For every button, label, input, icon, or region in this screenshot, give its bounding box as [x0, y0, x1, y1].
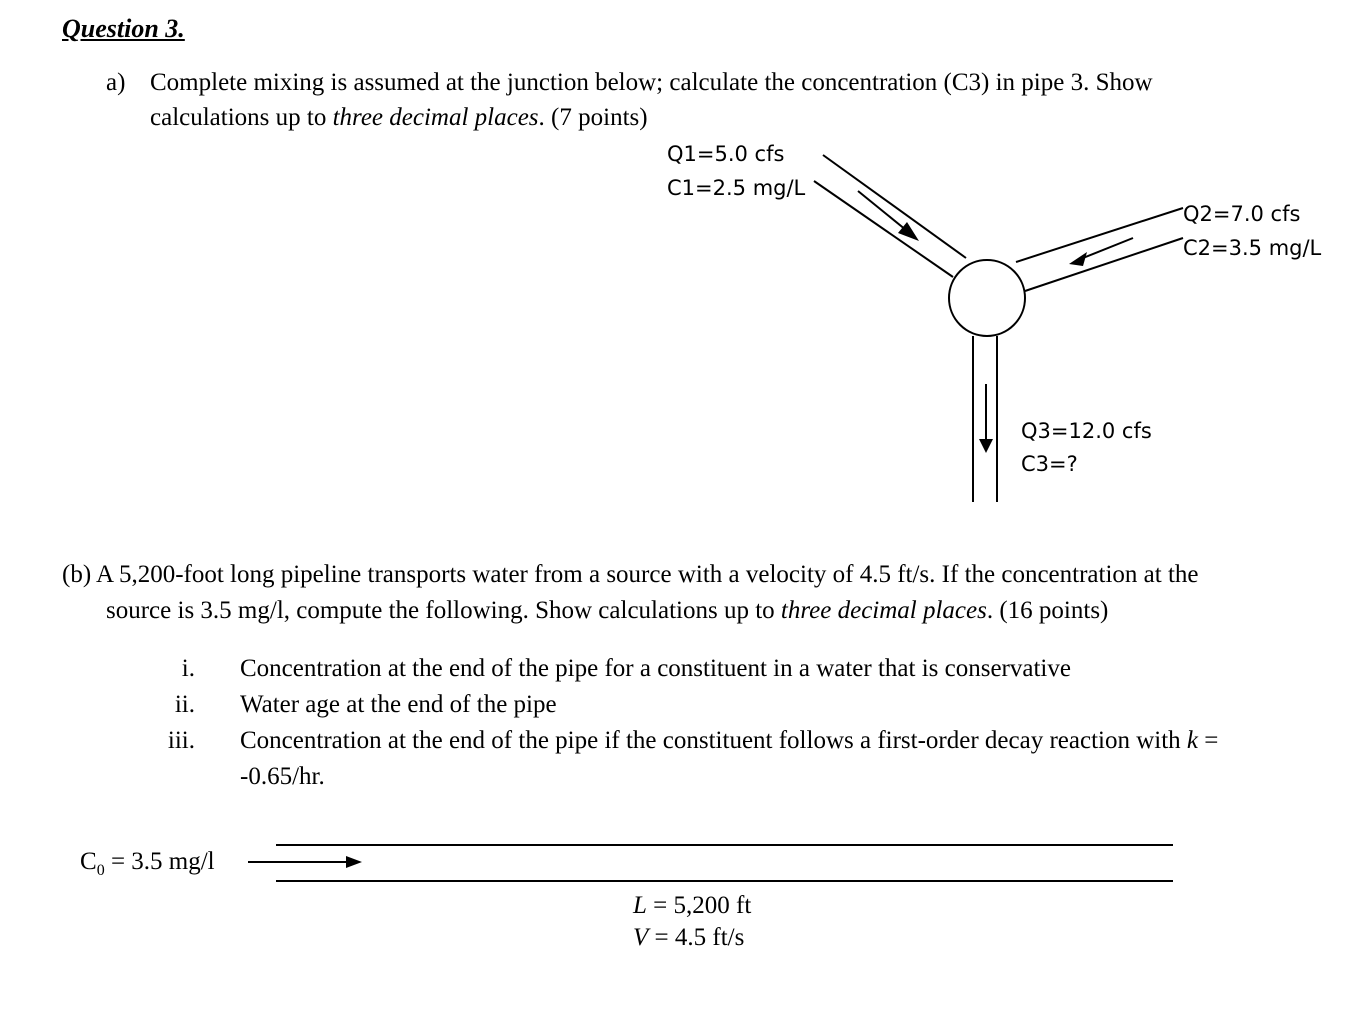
part-a-line-1: Complete mixing is assumed at the junction below; calculate the concentration (C3) in pipe 3. Show	[150, 69, 1153, 96]
pipe-2-conc-label: C2=3.5 mg/L	[1183, 236, 1322, 260]
part-a-line-2-italic: three decimal places	[332, 104, 539, 131]
pipe-1-wall-upper	[823, 155, 966, 258]
item-i-text: Concentration at the end of the pipe for a constituent in a water that is conservative	[240, 655, 1071, 682]
pipe-1-wall-lower	[814, 181, 953, 277]
part-b-line-2	[106, 593, 1108, 628]
item-iii-text-pre: Concentration at the end of the pipe if the constituent follows a first-order decay reaction with	[240, 727, 1187, 754]
pipe-3-flow-label: Q3=12.0 cfs	[1021, 419, 1152, 443]
part-a-line-2-pre: calculations up to	[150, 104, 333, 131]
arrow-3-head	[979, 439, 993, 453]
pipe-1-conc-label: C1=2.5 mg/L	[667, 176, 806, 200]
question-heading: Question 3.	[62, 14, 185, 43]
pipe-length-label	[633, 890, 751, 922]
c0-main: C	[80, 848, 97, 875]
pipeline-arrow-head	[346, 856, 362, 868]
length-value: = 5,200 ft	[646, 892, 752, 919]
item-ii-text: Water age at the end of the pipe	[240, 691, 557, 718]
pipe-2-wall-lower	[1025, 238, 1183, 291]
item-iii-text	[240, 727, 1218, 755]
pipe-2-wall-upper	[1016, 208, 1183, 262]
arrow-2-shaft	[1083, 238, 1133, 258]
part-a-line-2-post: . (7 points)	[538, 104, 648, 131]
velocity-value: = 4.5 ft/s	[648, 924, 745, 951]
part-b-line-1: (b) A 5,200-foot long pipeline transports water from a source with a velocity of 4.5 ft/s. If the concentration at the	[62, 561, 1199, 588]
item-iii-text-continued: -0.65/hr.	[240, 763, 325, 790]
part-b-line-2-pre: source is 3.5 mg/l, compute the following. Show calculations up to	[106, 597, 781, 624]
item-iii-k-variable: k	[1186, 727, 1199, 754]
item-iii-equals: =	[1198, 727, 1219, 754]
velocity-label	[633, 922, 744, 954]
velocity-variable: V	[633, 924, 649, 951]
part-b-line-2-post: . (16 points)	[986, 597, 1109, 624]
c0-value: = 3.5 mg/l	[104, 848, 215, 875]
item-ii-number: ii.	[174, 691, 195, 718]
pipe-3-conc-label: C3=?	[1021, 452, 1078, 476]
source-concentration-label	[80, 846, 215, 887]
c0-subscript: 0	[96, 862, 105, 879]
pipe-2-flow-label: Q2=7.0 cfs	[1183, 202, 1301, 226]
length-variable: L	[633, 892, 647, 919]
part-a-marker: a)	[106, 69, 126, 96]
pipe-1-flow-label: Q1=5.0 cfs	[667, 142, 785, 166]
arrow-2-head	[1069, 252, 1087, 266]
junction-circle	[949, 260, 1025, 336]
item-iii-number: iii.	[167, 727, 195, 754]
part-b-line-2-italic: three decimal places	[780, 597, 987, 624]
item-i-number: i.	[181, 655, 195, 682]
